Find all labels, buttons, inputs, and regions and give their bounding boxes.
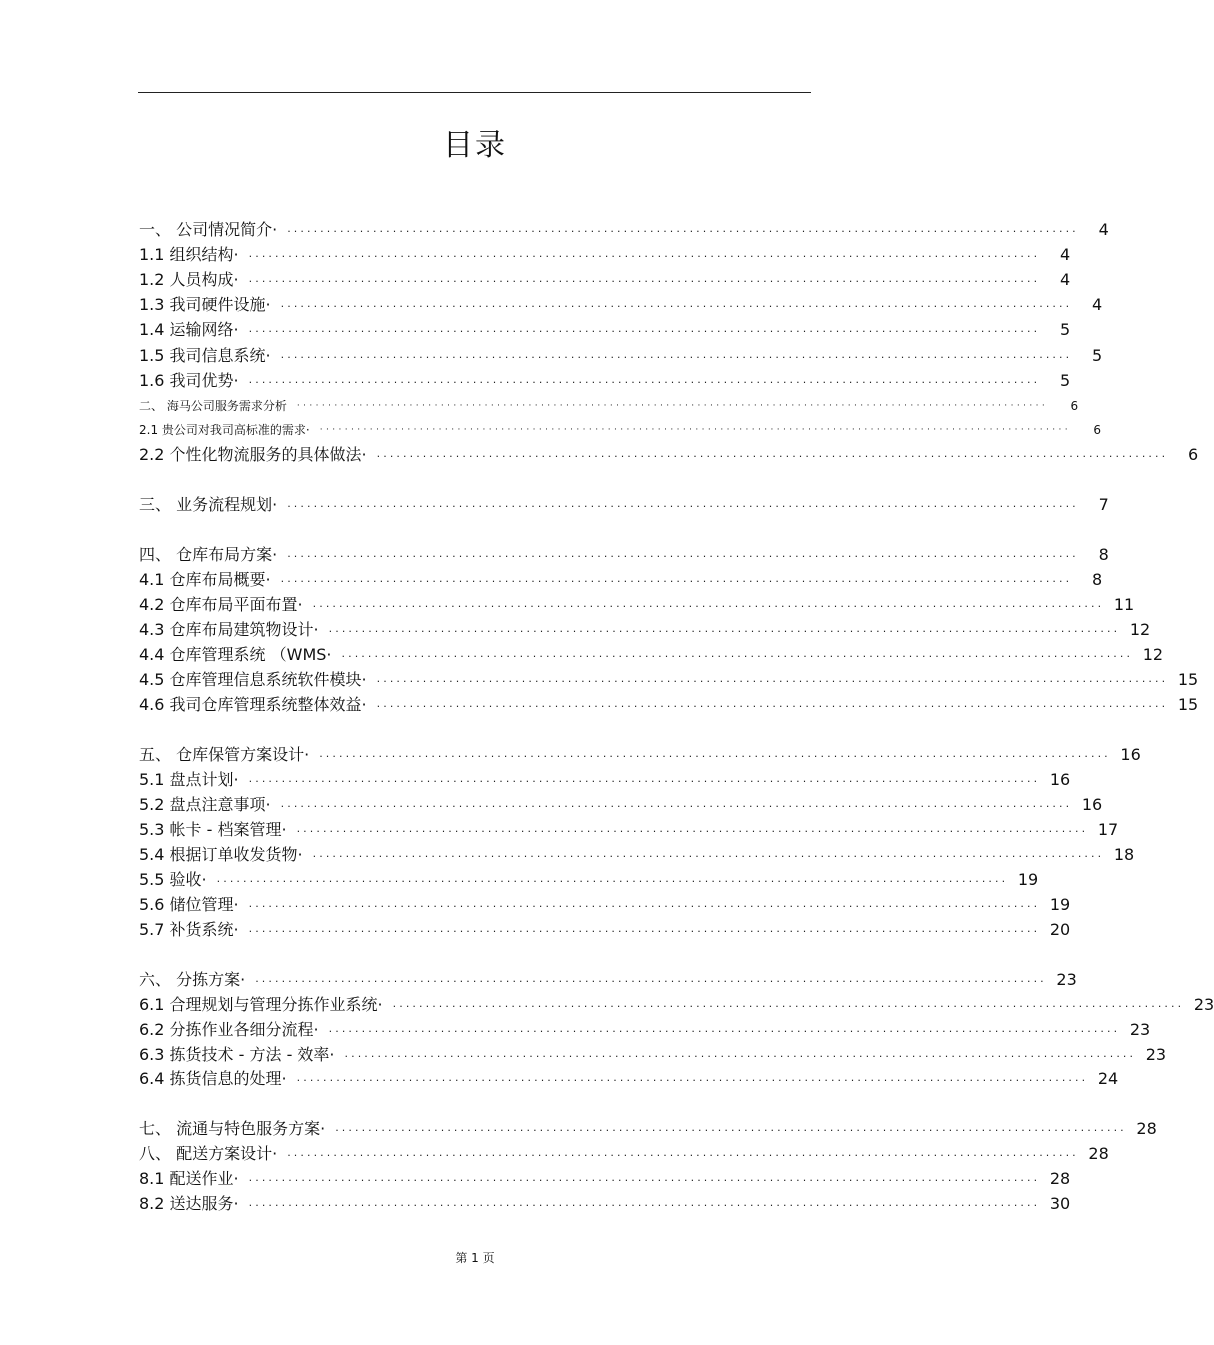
toc-entry-page: 4 (1060, 270, 1071, 289)
toc-entry-label: 二、 海马公司服务需求分析 (139, 399, 287, 413)
toc-entry-label: 5.4 根据订单收发货物· (139, 845, 303, 864)
toc-entry[interactable] (139, 270, 1071, 290)
toc-entry-page: 4 (1092, 295, 1103, 314)
toc-entry-label: 8.1 配送作业· (139, 1169, 239, 1188)
toc-entry-label: 1.3 我司硬件设施· (139, 295, 271, 314)
toc-entry-label: 6.2 分拣作业各细分流程· (139, 1020, 319, 1039)
toc-dot-leader: ························································································································ (280, 575, 1073, 588)
toc-entry-label: 5.2 盘点注意事项· (139, 795, 271, 814)
toc-entry-label: 七、 流通与特色服务方案· (139, 1119, 326, 1138)
toc-dot-leader: ························································································································ (344, 1050, 1137, 1063)
toc-dot-leader: ························································································································ (287, 550, 1079, 563)
toc-entry-page: 15 (1177, 695, 1199, 714)
toc-entry-label: 5.3 帐卡 - 档案管理· (139, 820, 287, 839)
toc-entry[interactable] (139, 645, 1164, 665)
toc-entry-page: 23 (1145, 1045, 1167, 1064)
toc-dot-leader: ························································································································ (296, 825, 1089, 838)
toc-entry-label: 4.3 仓库布局建筑物设计· (139, 620, 319, 639)
toc-dot-leader: ························································································································ (248, 1199, 1041, 1212)
table-of-contents (139, 0, 1214, 1345)
toc-entry-label: 1.2 人员构成· (139, 270, 239, 289)
toc-dot-leader: ························································································································ (312, 600, 1105, 613)
toc-entry-page: 12 (1129, 620, 1151, 639)
toc-entry-page: 5 (1060, 320, 1071, 339)
toc-entry[interactable] (139, 346, 1103, 366)
toc-entry-label: 八、 配送方案设计· (139, 1144, 278, 1163)
toc-dot-leader: ························································································································ (280, 351, 1073, 364)
toc-dot-leader: ························································································································ (248, 376, 1041, 389)
toc-entry-page: 19 (1017, 870, 1039, 889)
toc-dot-leader: ························································································································ (376, 700, 1169, 713)
toc-dot-leader: ························································································································ (296, 1074, 1089, 1087)
toc-entry-label: 一、 公司情况简介· (139, 220, 278, 239)
toc-dot-leader: ························································································································ (335, 1124, 1127, 1137)
toc-entry[interactable] (139, 920, 1071, 940)
toc-dot-leader: ························································································································ (248, 925, 1041, 938)
toc-entry[interactable] (139, 1069, 1119, 1089)
toc-entry-page: 30 (1049, 1194, 1071, 1213)
toc-entry[interactable] (139, 495, 1109, 515)
page-title: 目录 (443, 128, 507, 163)
toc-dot-leader: ························································································································ (248, 1174, 1041, 1187)
toc-entry-page: 19 (1049, 895, 1071, 914)
toc-entry-page: 11 (1113, 595, 1135, 614)
toc-entry[interactable] (139, 695, 1199, 715)
toc-entry[interactable] (139, 398, 1079, 414)
toc-entry-label: 四、 仓库布局方案· (139, 545, 278, 564)
toc-entry[interactable] (139, 245, 1071, 265)
toc-entry-page: 4 (1098, 220, 1109, 239)
toc-entry-label: 4.6 我司仓库管理系统整体效益· (139, 695, 367, 714)
toc-entry-page: 12 (1142, 645, 1164, 664)
toc-entry-page: 23 (1129, 1020, 1151, 1039)
toc-entry-page: 8 (1092, 570, 1103, 589)
toc-dot-leader: ························································································································ (328, 625, 1121, 638)
toc-dot-leader: ························································································································ (287, 500, 1079, 513)
toc-dot-leader: ························································································································ (376, 675, 1169, 688)
page-footer: 第 1 页 (455, 1251, 495, 1265)
toc-entry[interactable] (139, 295, 1103, 315)
toc-entry[interactable] (139, 670, 1199, 690)
toc-entry-page: 15 (1177, 670, 1199, 689)
toc-dot-leader: ························································································································ (255, 975, 1047, 988)
toc-entry[interactable] (139, 995, 1214, 1015)
toc-entry-label: 1.4 运输网络· (139, 320, 239, 339)
toc-entry[interactable] (139, 845, 1135, 865)
toc-dot-leader: ························································································································ (376, 450, 1169, 463)
toc-dot-leader: ························································································································ (312, 850, 1105, 863)
toc-entry-label: 6.1 合理规划与管理分拣作业系统· (139, 995, 383, 1014)
toc-entry[interactable] (139, 620, 1151, 640)
toc-entry-page: 28 (1049, 1169, 1071, 1188)
toc-entry-page: 7 (1098, 495, 1109, 514)
toc-entry[interactable] (139, 422, 1102, 438)
toc-entry-label: 1.6 我司优势· (139, 371, 239, 390)
toc-entry-page: 20 (1049, 920, 1071, 939)
toc-entry-page: 6 (1188, 445, 1199, 464)
toc-entry-label: 5.7 补货系统· (139, 920, 239, 939)
toc-entry-page: 24 (1097, 1069, 1119, 1088)
toc-entry[interactable] (139, 220, 1109, 240)
toc-dot-leader: ························································································································ (248, 900, 1041, 913)
toc-entry[interactable] (139, 1144, 1109, 1164)
toc-entry-label: 4.2 仓库布局平面布置· (139, 595, 303, 614)
toc-entry-label: 5.5 验收· (139, 870, 207, 889)
toc-entry[interactable] (139, 1119, 1157, 1139)
toc-dot-leader: ························································································································ (216, 875, 1009, 888)
toc-entry-page: 18 (1113, 845, 1135, 864)
toc-entry-label: 六、 分拣方案· (139, 970, 246, 989)
toc-dot-leader: ························································································································ (248, 775, 1041, 788)
toc-entry-page: 6 (1070, 399, 1079, 413)
toc-entry-label: 2.2 个性化物流服务的具体做法· (139, 445, 367, 464)
toc-entry-page: 28 (1088, 1144, 1109, 1163)
toc-dot-leader: ························································································································ (248, 275, 1041, 288)
toc-entry-label: 5.6 储位管理· (139, 895, 239, 914)
toc-entry[interactable] (139, 870, 1039, 890)
toc-entry-page: 23 (1193, 995, 1214, 1014)
toc-entry-page: 16 (1081, 795, 1103, 814)
toc-entry-page: 23 (1056, 970, 1077, 989)
toc-entry[interactable] (139, 820, 1119, 840)
toc-dot-leader: ························································································································ (341, 650, 1134, 663)
toc-entry[interactable] (139, 545, 1109, 565)
toc-entry-label: 8.2 送达服务· (139, 1194, 239, 1213)
toc-entry[interactable] (139, 1020, 1151, 1040)
toc-dot-leader: ························································································································ (319, 750, 1111, 763)
toc-entry-label: 6.4 拣货信息的处理· (139, 1069, 287, 1088)
toc-dot-leader: ························································································································ (319, 425, 1072, 435)
toc-entry[interactable] (139, 570, 1103, 590)
toc-entry-page: 28 (1136, 1119, 1157, 1138)
toc-entry[interactable] (139, 770, 1071, 790)
toc-entry[interactable] (139, 970, 1077, 990)
toc-dot-leader: ························································································································ (280, 800, 1073, 813)
toc-entry-page: 16 (1049, 770, 1071, 789)
toc-dot-leader: ························································································································ (392, 1000, 1185, 1013)
toc-entry[interactable] (139, 1045, 1167, 1065)
toc-entry[interactable] (139, 595, 1135, 615)
toc-entry[interactable] (139, 895, 1071, 915)
toc-entry-page: 6 (1093, 423, 1102, 437)
toc-entry-label: 1.1 组织结构· (139, 245, 239, 264)
toc-entry[interactable] (139, 320, 1071, 340)
toc-entry-page: 16 (1120, 745, 1141, 764)
toc-entry-page: 8 (1098, 545, 1109, 564)
toc-entry[interactable] (139, 1169, 1071, 1189)
toc-entry-label: 4.5 仓库管理信息系统软件模块· (139, 670, 367, 689)
toc-entry-label: 4.4 仓库管理系统 （WMS· (139, 645, 332, 664)
toc-entry-label: 4.1 仓库布局概要· (139, 570, 271, 589)
toc-entry[interactable] (139, 1194, 1071, 1214)
toc-entry-label: 2.1 贵公司对我司高标准的需求· (139, 423, 310, 437)
toc-dot-leader: ························································································································ (287, 1149, 1079, 1162)
toc-entry[interactable] (139, 795, 1103, 815)
toc-dot-leader: ························································································································ (248, 250, 1041, 263)
toc-entry-label: 三、 业务流程规划· (139, 495, 278, 514)
toc-entry[interactable] (139, 371, 1071, 391)
toc-entry[interactable] (139, 745, 1141, 765)
toc-dot-leader: ························································································································ (280, 300, 1073, 313)
toc-entry[interactable] (139, 445, 1199, 465)
toc-entry-label: 五、 仓库保管方案设计· (139, 745, 310, 764)
toc-entry-page: 17 (1097, 820, 1119, 839)
toc-entry-label: 5.1 盘点计划· (139, 770, 239, 789)
toc-entry-page: 5 (1092, 346, 1103, 365)
toc-entry-label: 6.3 拣货技术 - 方法 - 效率· (139, 1045, 335, 1064)
toc-dot-leader: ························································································································ (328, 1025, 1121, 1038)
toc-entry-page: 4 (1060, 245, 1071, 264)
toc-entry-page: 5 (1060, 371, 1071, 390)
toc-dot-leader: ························································································································ (296, 401, 1049, 411)
toc-entry-label: 1.5 我司信息系统· (139, 346, 271, 365)
toc-dot-leader: ························································································································ (287, 225, 1079, 238)
toc-dot-leader: ························································································································ (248, 325, 1041, 338)
